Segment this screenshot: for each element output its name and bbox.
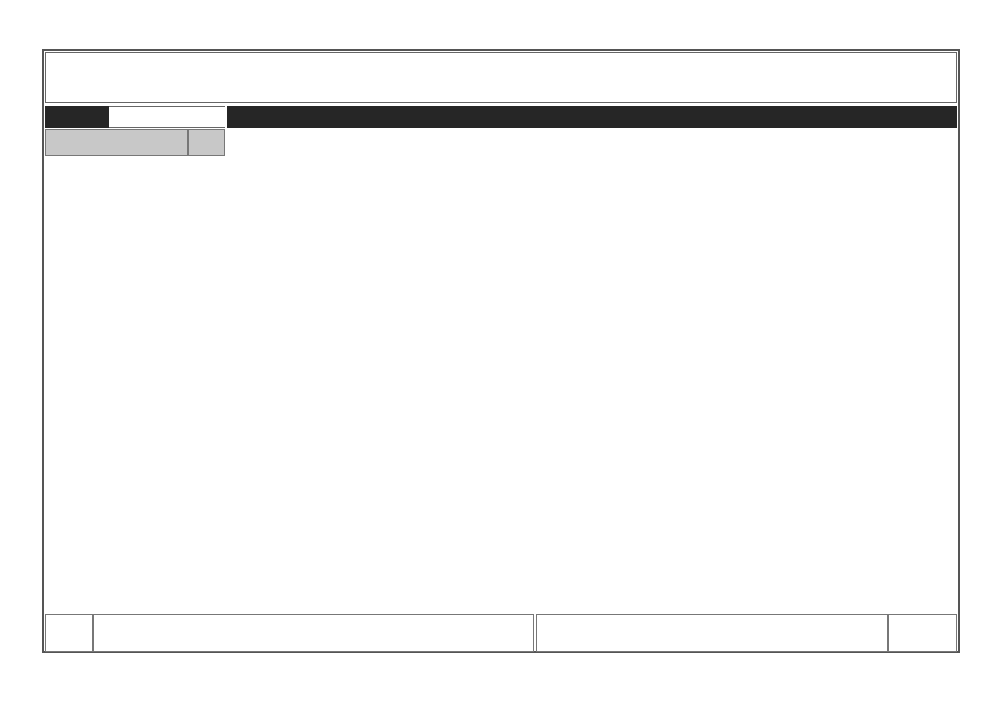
notes-text xyxy=(93,614,534,652)
daily-records-title xyxy=(227,106,957,128)
page-title xyxy=(45,52,957,103)
date-header xyxy=(188,129,225,156)
month-label xyxy=(45,106,109,128)
notes-label xyxy=(45,614,93,652)
area-cleaned-header xyxy=(45,129,188,156)
month-field[interactable] xyxy=(109,106,225,128)
supervisor-signature-box[interactable] xyxy=(536,614,888,652)
signature-date-box[interactable] xyxy=(888,614,957,652)
